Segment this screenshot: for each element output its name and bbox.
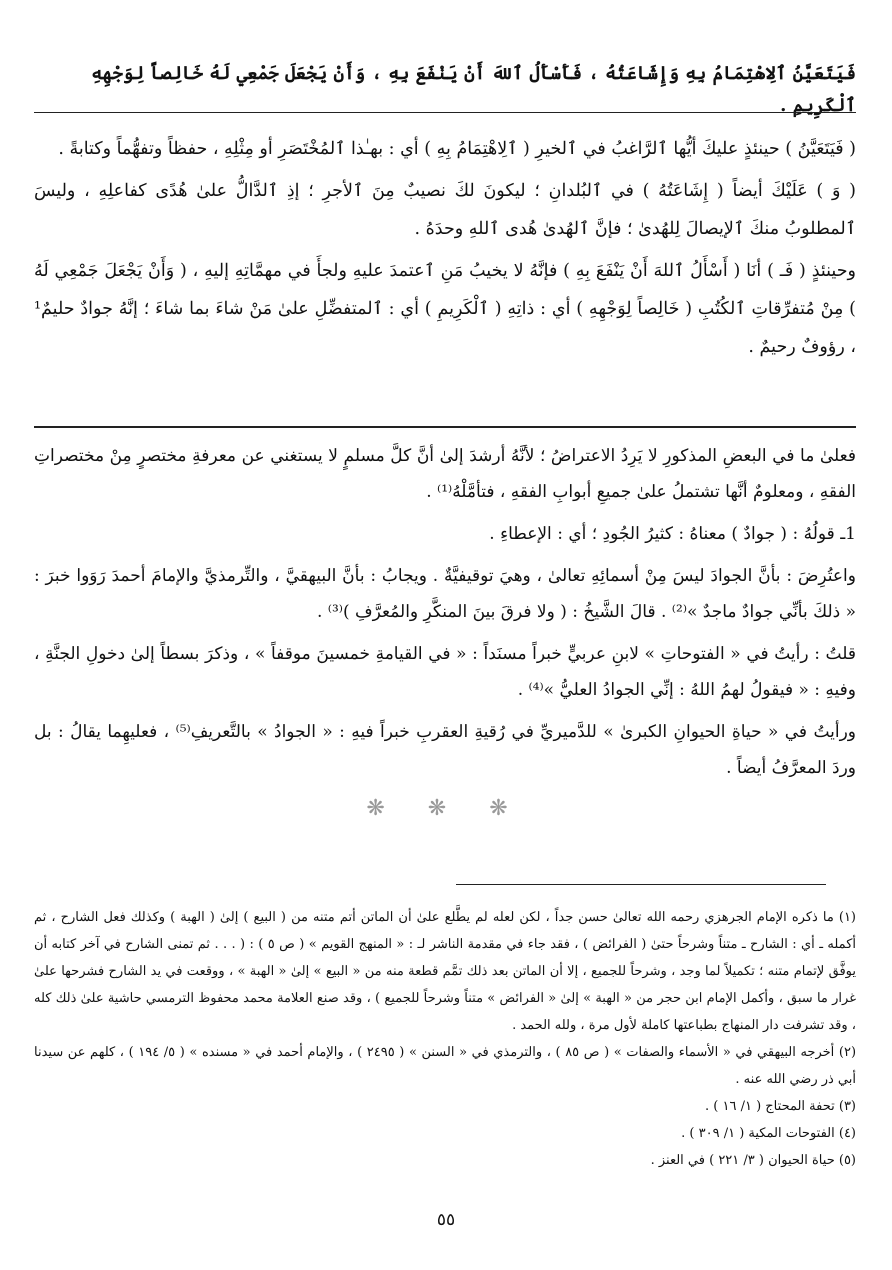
hashiya-paragraph: واعتُرِضَ : بأنَّ الجوادَ ليسَ مِنْ أسمائِهِ تعالىٰ ، وهيَ توقيفيَّةٌ . ويجابُ : بأنَّ البيهقيَّ ، والتِّرمذيَّ والإمامَ أحمدَ رَوَوا خبرَ : « ذلكَ بأنِّي جوادٌ ماجدٌ »⁽²⁾ . قالَ الشَّيخُ : ( ولا فرقَ بينَ المنكَّرِ والمُعرَّفِ )⁽³⁾ . [34,566,856,622]
section-ornament-icon: ❋ ❋ ❋ [366,796,526,821]
footnote-item: (٢) أخرجه البيهقي في « الأسماء والصفات » ( ص ٨٥ ) ، والترمذي في « السنن » ( ٢٤٩٥ ) ، والإمام أحمد في « مسنده » ( ٥/ ١٩٤ ) ، كلهم عن سيدنا أبي ذر رضي الله عنه . [34,1045,857,1087]
hashiya-paragraph: 1ـ قولُهُ : ( جوادٌ ) معناهُ : كثيرُ الجُودِ ؛ أي : الإعطاءِ . [489,524,856,544]
sharh-paragraph: ( فَيَتَعَيَّنُ ) حينئذٍ عليكَ أيُّها ٱلرَّاغبُ في ٱلخيرِ ( ٱلِاهْتِمَامُ بِهِ ) أي : بهـٰذا ٱلمُخْتَصَرِ أو مِثْلِهِ ، حفظاً وتفهُّماً وكتابةً . [58,139,856,159]
footnote-item: (١) ما ذكره الإمام الجرهزي رحمه الله تعالىٰ حسن جداً ، لكن لعله لم يطَّلع علىٰ أن الماتن أتم متنه من ( البيع ) إلىٰ ( الهبة ) وكذلك فعل الشارح ، ثم أكمله ـ أي : الشارح ـ متناً وشرحاً حتىٰ ( الفرائض ) ، فقد جاء في مقدمة الناشر لـ : « المنهج القويم » ( ص ٥ ) : ( . . . ثم تمنى الشارح في آخر كتابه أن يوفَّق لإتمام متنه ؛ تكميلاً لما وجد ، وشرحاً للجميع ، إلا أن الماتن بعد ذلك تمَّم قطعة منه من « البيع » إلىٰ « الهبة » ، ووقعت في يد الشارح فشرحها علىٰ غرار ما سبق ، وأكمل الإمام ابن حجر من « الهبة » إلىٰ « الفرائض » متناً وشرحاً للجميع ) ، وقد صنع العلامة محمد محفوظ الترمسي حاشية علىٰ ذلك كله ، وقد تشرفت دار المنهاج بطباعتها كاملة لأول مرة ، ولله الحمد . [34,910,856,1033]
matn-divider [34,112,856,113]
footnote-item: (٤) الفتوحات المكية ( ١/ ٣٠٩ ) . [681,1126,856,1141]
footnote-item: (٣) تحفة المحتاج ( ١/ ١٦ ) . [705,1099,856,1114]
footnote-item: (٥) حياة الحيوان ( ٣/ ٢٢١ ) في العنز . [650,1153,856,1168]
sharh-divider [34,426,856,428]
hashiya-paragraph: فعلىٰ ما في البعضِ المذكورِ لا يَرِدُ الاعتراضُ ؛ لأنَّهُ أرشدَ إلىٰ أنَّ كلَّ مسلمٍ لا يستغني عن معرفةِ مختصرٍ مِنْ مختصراتِ الفقهِ ، ومعلومٌ أنَّها تشتملُ علىٰ جميعِ أبوابِ الفقهِ ، فتأمَّلْهُ⁽¹⁾ . [34,446,856,502]
sharh-paragraph: وحينئذٍ ( فَـ ) أنَا ( أَسْأَلُ ٱللهَ أَنْ يَنْفَعَ بِهِ ) فإنَّهُ لا يخيبُ مَنِ ٱعتمدَ عليهِ ولجأَ في مهمَّاتِهِ إليهِ ، ( وَأَنْ يَجْعَلَ جَمْعِي لَهُ ) مِنْ مُتفرِّقاتِ ٱلكُتُبِ ( خَالِصاً لِوَجْهِهِ ) أي : ذاتِهِ ( ٱلْكَرِيمِ ) أي : ٱلمتفضِّلِ علىٰ مَنْ شاءَ بما شاءَ ؛ إنَّهُ جوادٌ حليمٌ¹ ، رؤوفٌ رحيمٌ . [34,261,856,357]
footnotes [34,904,856,1174]
footnote-divider [456,884,826,885]
hashiya-paragraph: قلتُ : رأيتُ في « الفتوحاتِ » لابنِ عربيٍّ خبراً مسنَداً : « في القيامةِ خمسينَ موقفاً » ، وذكرَ بسطاً إلىٰ دخولِ الجنَّةِ ، وفيهِ : « فيقولُ لهمُ اللهُ : إنِّي الجوادُ العليُّ »⁽⁴⁾ . [34,644,856,700]
hashiya-gloss [34,438,856,792]
matn-line: فَيَتَعَيَّنُ ٱلِاهْتِمَامُ بِهِ وَإِشَاعَتُهُ ، فَأَسْأَلُ ٱللهَ أَنْ يَنْفَعَ بِهِ ، وَأَنْ يَجْعَلَ جَمْعِي لَهُ خَالِصاً لِوَجْهِهِ ٱلْكَرِيمِ . [91,63,856,116]
sharh-commentary [34,130,856,370]
hashiya-paragraph: ورأيتُ في « حياةِ الحيوانِ الكبرىٰ » للدَّميريِّ في رُقيةِ العقربِ خبراً فيهِ : « الجوادُ » بالتَّعريفِ⁽⁵⁾ ، فعليهِما يقالُ : بل وردَ المعرَّفُ أيضاً . [34,722,857,778]
sharh-paragraph: ( وَ ) عَلَيْكَ أيضاً ( إِشَاعَتُهُ ) في ٱلبُلدانِ ؛ ليكونَ لكَ نصيبٌ مِنَ ٱلأجرِ ؛ إذِ ٱلدَّالُّ علىٰ هُدًى كفاعلِهِ ، وليسَ ٱلمطلوبُ منكَ ٱلإيصالَ لِلهُدىٰ ؛ فإنَّ ٱلهُدىٰ هُدى ٱللهِ وحدَهُ . [34,181,856,239]
page-number: ٥٥ [436,1210,456,1230]
